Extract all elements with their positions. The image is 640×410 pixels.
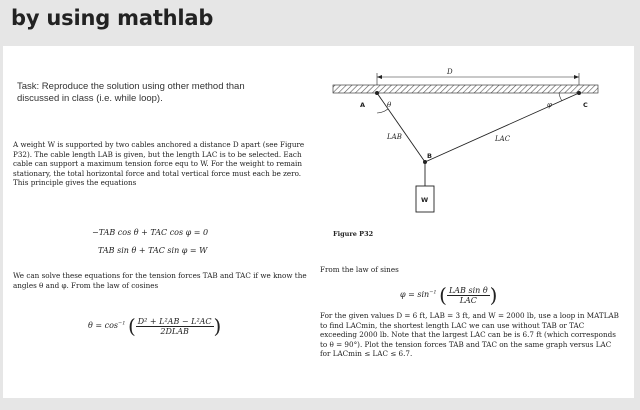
label-theta: θ xyxy=(387,101,392,109)
label-C: C xyxy=(583,101,588,109)
problem-paragraph-4: For the given values D = 6 ft, LAB = 3 ft, and W = 2000 lb, use a loop in MATLAB to find LACmin, the shortest length LAC we can use without TAB or TAC exceeding 2000 lb. Note that the largest LAC can be is 6.7 ft (which corresponds to θ = 90°). Plot the tension forces TAB and TAC on the same graph versus LAC for LACmin ≤ LAC ≤ 6.7. xyxy=(320,311,619,359)
page-title: by using mathlab xyxy=(11,6,214,30)
eq4-denominator: LAC xyxy=(459,295,477,305)
figure-p32 xyxy=(325,55,625,230)
task-text: Task: Reproduce the solution using other method than discussed in class (i.e. while loop). xyxy=(17,81,245,104)
eq3-numerator: D² + L²AB − L²AC xyxy=(137,316,212,326)
problem-paragraph-3: From the law of sines xyxy=(320,265,399,274)
label-W: W xyxy=(421,196,429,204)
label-LAB: LAB xyxy=(387,133,402,141)
problem-paragraph-1: A weight W is supported by two cables anchored a distance D apart (see Figure P32). The cable length LAB is given, but the length LAC is to be selected. Each cable can support a maximum tension force equ to W. For the weight to remain stationary, the total horizontal force and total vertical force must each be zero. This principle gives the equations xyxy=(13,140,305,188)
equation-horizontal: −TAB cos θ + TAC cos φ = 0 xyxy=(92,228,209,237)
equation-law-of-cosines: $\theta = \cos^{-1}$ ( $\frac{\text{D² + L²AB − L²AC}}{\text{2DLAB}}$ ) xyxy=(88,314,222,338)
eq4-lhs: φ = sin xyxy=(400,290,430,299)
problem-paragraph-2: We can solve these equations for the tension forces TAB and TAC if we know the angles θ and φ. From the law of cosines xyxy=(13,271,307,290)
figure-caption: Figure P32 xyxy=(333,230,374,238)
cable-ac xyxy=(425,93,579,162)
label-phi: φ xyxy=(547,101,552,109)
ceiling-hatch xyxy=(333,85,598,93)
label-B: B xyxy=(427,152,432,160)
eq4-numerator: LAB sin θ xyxy=(448,285,488,295)
equation-vertical: TAB sin θ + TAC sin φ = W xyxy=(98,246,208,255)
label-D: D xyxy=(447,68,453,76)
label-A: A xyxy=(360,101,366,109)
equation-law-of-sines: $\varphi = \sin^{-1}$ ( $\frac{\text{LAB sin θ}}{\text{LAC}}$ ) xyxy=(400,283,498,307)
point-a xyxy=(375,91,379,95)
eq3-lhs: θ = cos xyxy=(88,321,119,330)
label-LAC: LAC xyxy=(495,135,511,143)
point-c xyxy=(577,91,581,95)
cable-ab xyxy=(377,93,425,162)
eq3-denominator: 2DLAB xyxy=(160,326,189,336)
header-bar xyxy=(0,0,640,46)
